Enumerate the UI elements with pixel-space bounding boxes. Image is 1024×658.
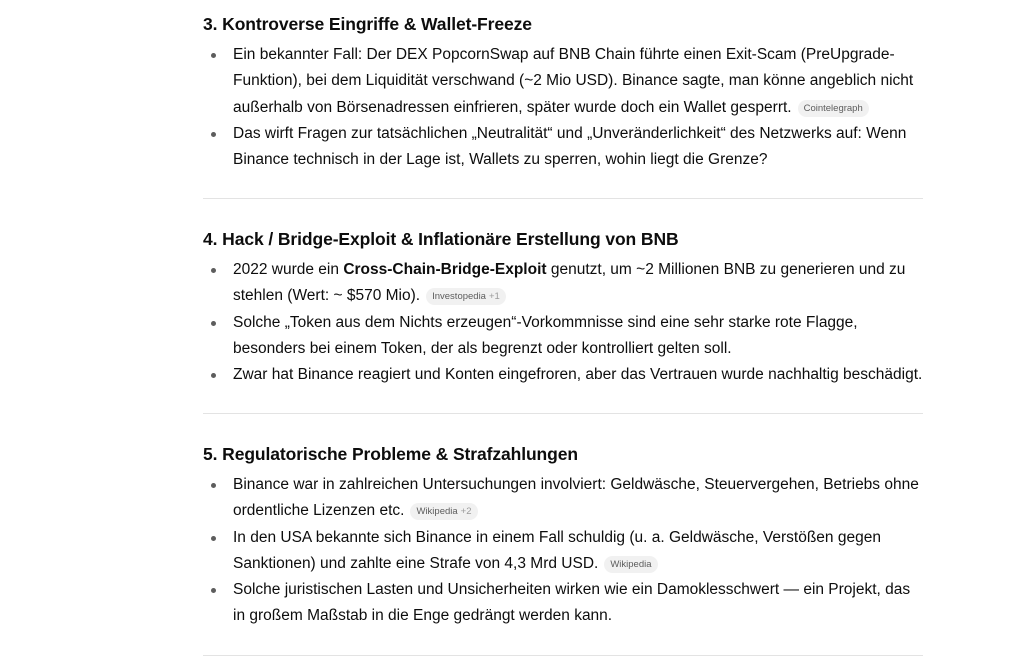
list-item [203, 42, 923, 121]
bullet-text: Solche „Token aus dem Nichts erzeugen“-Vorkommnisse sind eine sehr starke rote Flagge, besonders bei einem Token, der als begrenzt oder kontrolliert gelten soll. [233, 313, 858, 357]
source-chip[interactable]: Wikipedia +2 [410, 503, 477, 520]
section-heading: 4. Hack / Bridge-Exploit & Inflationäre Erstellung von BNB [203, 229, 679, 249]
source-chip[interactable]: Cointelegraph [798, 100, 869, 117]
source-chip[interactable]: Investopedia +1 [426, 288, 506, 305]
bullet-list [203, 42, 923, 173]
section-divider [203, 198, 923, 199]
section-divider [203, 413, 923, 414]
section-bridge-exploit [203, 227, 923, 388]
section-regulatory [203, 442, 923, 630]
list-item: 2022 wurde ein Cross-Chain-Bridge-Exploit genutzt, um ~2 Millionen BNB zu generieren und zu stehlen (Wert: ~ $570 Mio). Investopedia +1 [203, 257, 923, 310]
list-item [203, 362, 923, 388]
more-sources-count: +2 [460, 506, 472, 518]
bullet-text: Solche juristischen Lasten und Unsicherheiten wirken wie ein Damoklesschwert — ein Projekt, das in großem Maßstab in die Enge gedrängt werden kann. [233, 581, 911, 625]
section-heading: 3. Kontroverse Eingriffe & Wallet-Freeze [203, 14, 532, 34]
section-divider [203, 655, 923, 656]
list-item [203, 121, 923, 174]
section-wallet-freeze [203, 12, 923, 173]
bullet-text: Das wirft Fragen zur tatsächlichen „Neutralität“ und „Unveränderlichkeit“ des Netzwerks auf: Wenn Binance technisch in der Lage ist, Wallets zu sperren, wohin liegt die Grenze? [233, 124, 907, 169]
source-chip[interactable]: Wikipedia [604, 556, 657, 573]
list-item [203, 525, 923, 578]
more-sources-count: +1 [488, 291, 500, 303]
bullet-text: Zwar hat Binance reagiert und Konten eingefroren, aber das Vertrauen wurde nachhaltig beschädigt. [233, 366, 923, 384]
bold-term: Cross-Chain-Bridge-Exploit [343, 261, 547, 278]
bullet-text: Binance war in zahlreichen Untersuchungen involviert: Geldwäsche, Steuervergehen, Betriebs ohne ordentliche Lizenzen etc. [233, 476, 919, 520]
list-item [203, 577, 923, 630]
bullet-text: Ein bekannter Fall: Der DEX PopcornSwap auf BNB Chain führte einen Exit-Scam (PreUpgrade-Funktion), bei dem Liquidität verschwand (~2 Mio USD). Binance sagte, man könne angeblich nicht außerhalb von Börsenadressen einfrieren, später wurde doch ein Wallet gesperrt. [233, 46, 914, 116]
bullet-list [203, 472, 923, 630]
section-heading: 5. Regulatorische Probleme & Strafzahlungen [203, 444, 578, 464]
list-item [203, 310, 923, 363]
bullet-list [203, 257, 923, 388]
list-item [203, 472, 923, 525]
bullet-text: In den USA bekannte sich Binance in einem Fall schuldig (u. a. Geldwäsche, Verstößen gegen Sanktionen) und zahlte eine Strafe von 4,3 Mrd USD. [233, 528, 881, 572]
